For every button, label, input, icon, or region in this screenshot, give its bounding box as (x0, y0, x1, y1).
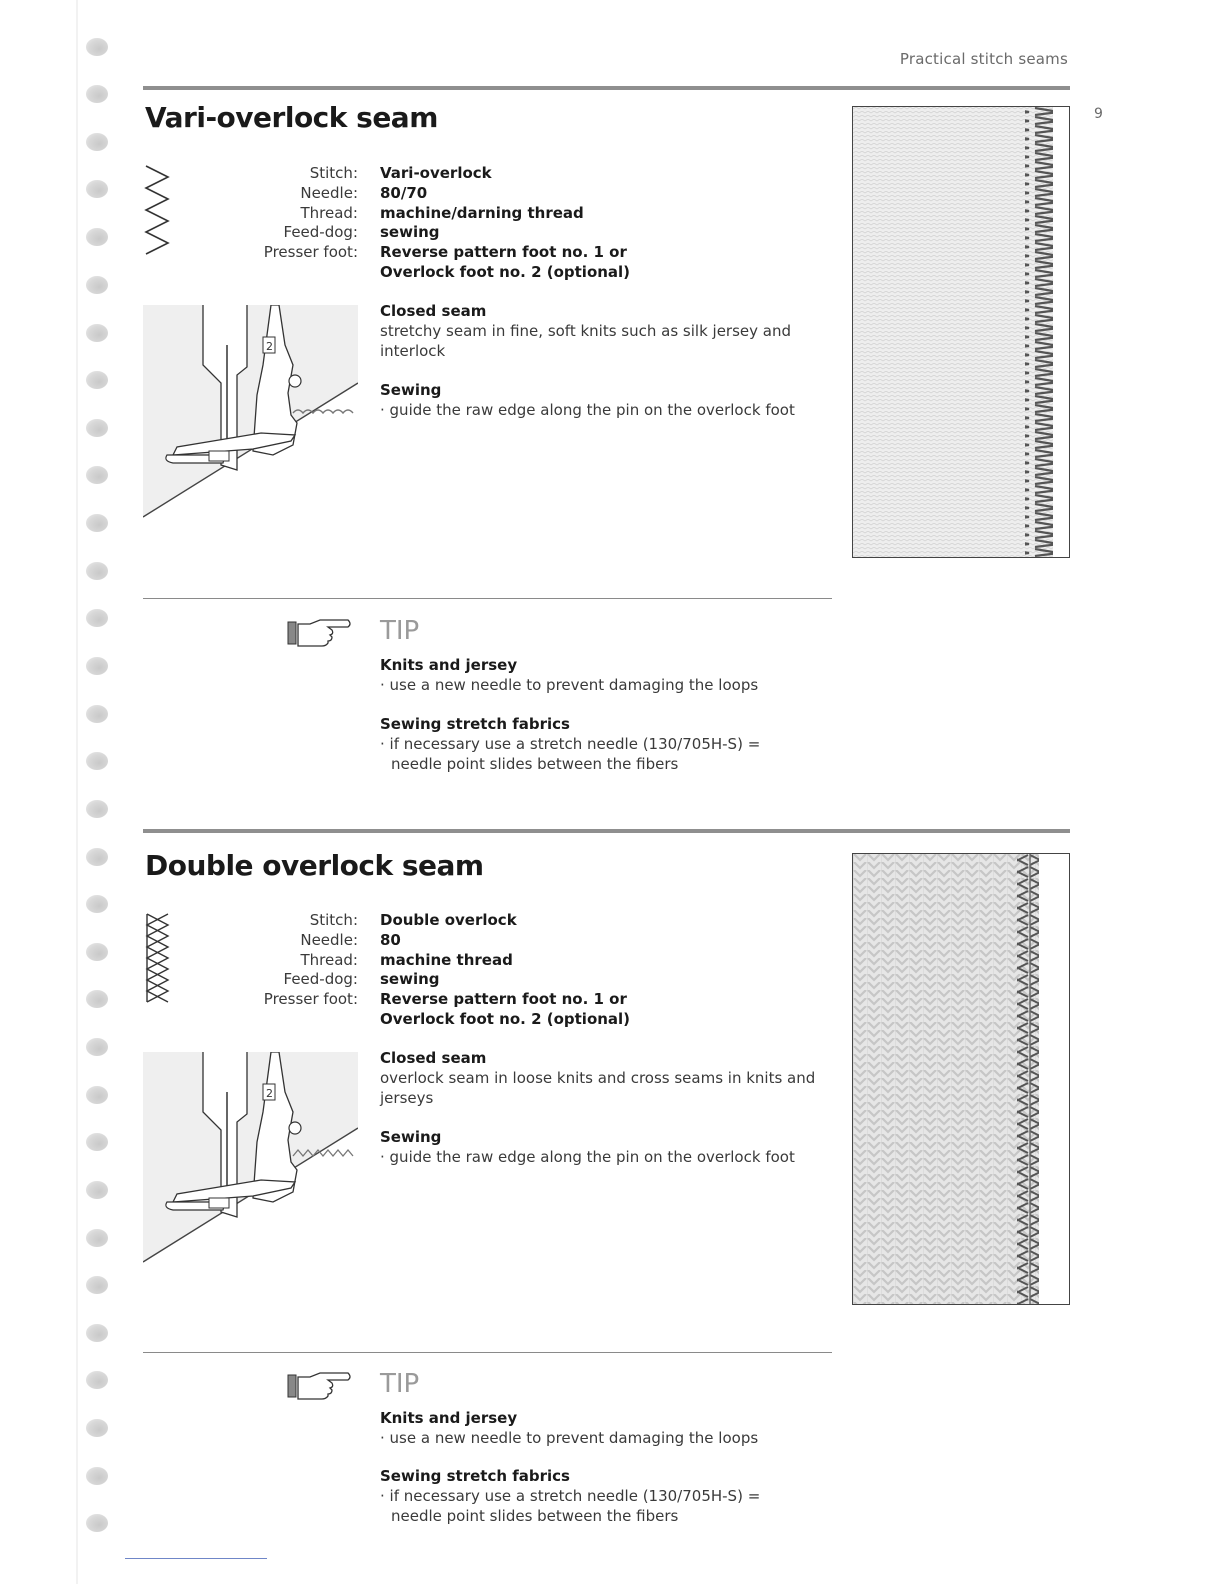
spec-labels (200, 911, 358, 1010)
binder-hole (86, 1324, 108, 1342)
stitch-value: Vari-overlock (380, 164, 492, 182)
sewing-heading: Sewing (380, 381, 442, 399)
svg-text:2: 2 (266, 340, 273, 353)
binder-hole (86, 1467, 108, 1485)
sewing-block (380, 381, 835, 421)
binder-hole (86, 800, 108, 818)
spec-values (380, 911, 630, 1030)
binder-hole (86, 466, 108, 484)
section-rule (143, 829, 1070, 833)
section-title: Vari-overlock seam (145, 101, 438, 134)
tip-title: TIP (380, 616, 420, 646)
presser-foot-label: Presser foot: (263, 990, 358, 1009)
binder-hole (86, 1514, 108, 1532)
bottom-link-line (125, 1558, 267, 1559)
fabric-sample-photo (852, 106, 1070, 558)
binder-hole (86, 38, 108, 56)
closed-seam-heading: Closed seam (380, 302, 487, 320)
tip-stretch-heading: Sewing stretch fabrics (380, 715, 570, 733)
binder-hole (86, 752, 108, 770)
tip-knits-block (380, 656, 835, 696)
binder-hole (86, 943, 108, 961)
binder-hole (86, 1038, 108, 1056)
stitch-label: Stitch: (309, 911, 358, 929)
double-overlock-stitch-icon (144, 912, 174, 1004)
binder-hole (86, 228, 108, 246)
binder-hole (86, 85, 108, 103)
stitch-value: Double overlock (380, 911, 517, 929)
pointing-hand-icon (286, 1371, 352, 1401)
needle-value: 80 (380, 930, 401, 949)
binder-hole (86, 1086, 108, 1104)
tip-knits-block (380, 1409, 835, 1449)
tip-stretch-text: · if necessary use a stretch needle (130/705H-S) = needle point slides between the fibers (380, 1486, 761, 1525)
spec-labels (200, 164, 358, 263)
tip-stretch-text: · if necessary use a stretch needle (130/705H-S) = needle point slides between the fibers (380, 734, 761, 773)
feed-dog-value: sewing (380, 970, 440, 989)
spec-values (380, 164, 630, 283)
binder-hole (86, 1276, 108, 1294)
tip-stretch-block (380, 1467, 835, 1526)
binder-hole (86, 1229, 108, 1247)
thread-value: machine thread (380, 950, 513, 969)
binder-hole (86, 1371, 108, 1389)
closed-seam-text: overlock seam in loose knits and cross seams in knits and jerseys (380, 1068, 816, 1107)
binder-hole (86, 1181, 108, 1199)
binder-hole (86, 371, 108, 389)
presser-foot-illustration (143, 305, 358, 523)
tip-knits-text: · use a new needle to prevent damaging the loops (380, 1428, 759, 1447)
presser-foot-value-alt: Overlock foot no. 2 (optional) (380, 1009, 631, 1028)
binder-hole (86, 990, 108, 1008)
sewing-heading: Sewing (380, 1128, 442, 1146)
tip-stretch-block (380, 715, 835, 774)
closed-seam-block (380, 302, 835, 361)
needle-label: Needle: (300, 930, 358, 949)
binder-hole (86, 324, 108, 342)
stitch-label: Stitch: (309, 164, 358, 182)
presser-foot-illustration (143, 1052, 358, 1268)
sewing-text: · guide the raw edge along the pin on the overlock foot (380, 1147, 795, 1166)
binder-hole (86, 657, 108, 675)
binder-hole (86, 895, 108, 913)
closed-seam-text: stretchy seam in fine, soft knits such as silk jersey and interlock (380, 321, 791, 360)
tip-knits-heading: Knits and jersey (380, 656, 518, 674)
tip-rule (143, 1352, 832, 1353)
binder-hole (86, 848, 108, 866)
feed-dog-label: Feed-dog: (283, 223, 358, 242)
fabric-sample-photo (852, 853, 1070, 1305)
binder-hole (86, 419, 108, 437)
binder-hole (86, 609, 108, 627)
running-head: Practical stitch seams (899, 50, 1068, 68)
binder-hole (86, 1133, 108, 1151)
sewing-block (380, 1128, 835, 1168)
section-title: Double overlock seam (145, 849, 484, 882)
needle-value: 80/70 (380, 183, 428, 202)
closed-seam-heading: Closed seam (380, 1049, 487, 1067)
binder-hole (86, 276, 108, 294)
binder-hole (86, 1419, 108, 1437)
svg-text:2: 2 (266, 1087, 273, 1100)
left-page-edge (76, 0, 78, 1584)
closed-seam-block (380, 1049, 835, 1108)
thread-label: Thread: (300, 950, 358, 969)
tip-knits-text: · use a new needle to prevent damaging the loops (380, 675, 759, 694)
thread-label: Thread: (300, 203, 358, 222)
vari-overlock-stitch-icon (144, 164, 174, 256)
tip-stretch-heading: Sewing stretch fabrics (380, 1467, 570, 1485)
binder-hole (86, 705, 108, 723)
binder-hole (86, 133, 108, 151)
section-rule (143, 86, 1070, 90)
binder-hole (86, 562, 108, 580)
sewing-text: · guide the raw edge along the pin on the overlock foot (380, 400, 795, 419)
binder-hole (86, 514, 108, 532)
tip-title: TIP (380, 1369, 420, 1399)
feed-dog-value: sewing (380, 223, 440, 242)
pointing-hand-icon (286, 618, 352, 648)
presser-foot-value: Reverse pattern foot no. 1 or (380, 243, 627, 262)
thread-value: machine/darning thread (380, 203, 584, 222)
binder-hole (86, 180, 108, 198)
feed-dog-label: Feed-dog: (283, 970, 358, 989)
page-number: 9 (1094, 106, 1103, 122)
needle-label: Needle: (300, 183, 358, 202)
presser-foot-value: Reverse pattern foot no. 1 or (380, 990, 627, 1009)
presser-foot-label: Presser foot: (263, 243, 358, 262)
tip-knits-heading: Knits and jersey (380, 1409, 518, 1427)
tip-rule (143, 598, 832, 599)
presser-foot-value-alt: Overlock foot no. 2 (optional) (380, 262, 631, 281)
